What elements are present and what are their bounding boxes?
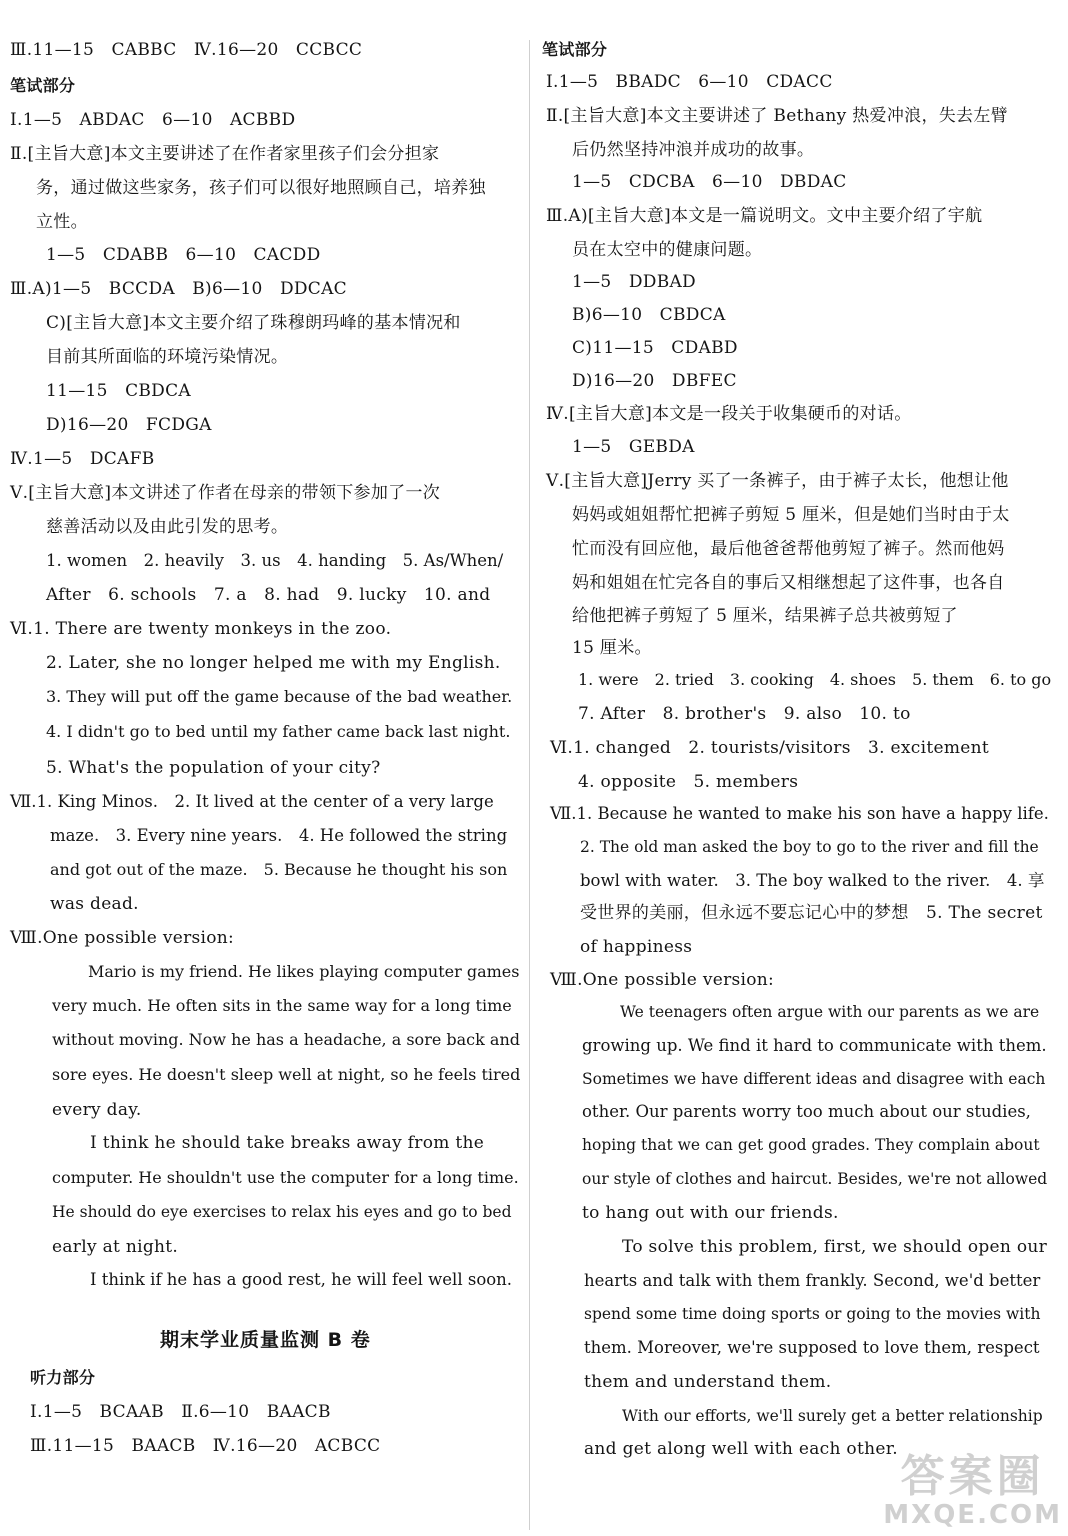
text-line: 妈和姐姐在忙完各自的事后又相继想起了这件事，也各自	[572, 573, 1005, 593]
text-line: 15 厘米。	[572, 638, 652, 658]
essay-line: early at night.	[52, 1237, 179, 1257]
text-line: 11—15 CBDCA	[46, 381, 191, 401]
text-line: 慈善活动以及由此引发的思考。	[46, 517, 289, 537]
essay-line: hoping that we can get good grades. They complain about	[582, 1136, 1040, 1154]
text-line: Ⅲ.11—15 BAACB Ⅳ.16—20 ACBCC	[30, 1436, 381, 1456]
text-line: 员在太空中的健康问题。	[572, 240, 763, 260]
text-line: bowl with water. 3. The boy walked to the river. 4. 享	[580, 871, 1045, 890]
text-line: B)6—10 CBDCA	[572, 305, 726, 325]
watermark-logo-text: 答案圈	[900, 1451, 1045, 1503]
text-line: 2. Later, she no longer helped me with my English.	[46, 653, 501, 673]
text-line: Ⅷ.One possible version:	[550, 970, 775, 990]
text-line: and got out of the maze. 5. Because he thought his son	[50, 860, 508, 879]
essay-line: them. Moreover, we're supposed to love them, respect	[584, 1338, 1040, 1357]
section-heading: 听力部分	[30, 1368, 96, 1387]
section-heading: 笔试部分	[542, 40, 608, 59]
essay-line: every day.	[52, 1100, 142, 1120]
essay-line: Mario is my friend. He likes playing computer games	[88, 962, 520, 981]
essay-line: He should do eye exercises to relax his eyes and go to bed	[52, 1203, 512, 1221]
text-line: Ⅲ.11—15 CABBC Ⅳ.16—20 CCBCC	[10, 40, 363, 60]
essay-line: to hang out with our friends.	[582, 1203, 839, 1223]
text-line: 立性。	[36, 212, 88, 232]
text-line: 目前其所面临的环境污染情况。	[46, 347, 289, 367]
section-heading: 笔试部分	[10, 76, 76, 95]
text-line: Ⅱ.[主旨大意]本文主要讲述了 Bethany 热爱冲浪，失去左臂	[546, 106, 1008, 126]
exam-title: 期末学业质量监测 B 卷	[160, 1329, 371, 1351]
text-line: Ⅰ.1—5 BCAAB Ⅱ.6—10 BAACB	[30, 1402, 331, 1422]
text-line: 1. women 2. heavily 3. us 4. handing 5. As/When/	[46, 551, 504, 570]
text-line: Ⅰ.1—5 BBADC 6—10 CDACC	[546, 72, 833, 92]
text-line: Ⅰ.1—5 ABDAC 6—10 ACBBD	[10, 110, 296, 130]
text-line: Ⅶ.1. Because he wanted to make his son have a happy life.	[550, 804, 1049, 823]
text-line: 妈妈或姐姐帮忙把裤子剪短 5 厘米，但是她们当时由于太	[572, 505, 1010, 525]
text-line: D)16—20 FCDGA	[46, 415, 212, 435]
essay-line: To solve this problem, first, we should open our	[622, 1237, 1048, 1257]
text-line: C)[主旨大意]本文主要介绍了珠穆朗玛峰的基本情况和	[46, 313, 461, 333]
essay-line: spend some time doing sports or going to the movies with	[584, 1305, 1041, 1323]
essay-line: Sometimes we have different ideas and disagree with each	[582, 1070, 1046, 1088]
essay-line: sore eyes. He doesn't sleep well at night, so he feels tired	[52, 1065, 521, 1084]
watermark-url: MXQE.COM	[883, 1500, 1062, 1531]
text-line: Ⅶ.1. King Minos. 2. It lived at the center of a very large	[10, 792, 494, 811]
essay-line: I think he should take breaks away from the	[90, 1133, 485, 1153]
essay-line: computer. He shouldn't use the computer for a long time.	[52, 1168, 519, 1187]
essay-line: and get along well with each other.	[584, 1439, 898, 1459]
text-line: Ⅴ.[主旨大意]Jerry 买了一条裤子，由于裤子太长，他想让他	[546, 471, 1009, 491]
essay-line: them and understand them.	[584, 1372, 832, 1392]
column-divider	[529, 40, 530, 1530]
text-line: 1. were 2. tried 3. cooking 4. shoes 5. them 6. to go	[578, 670, 1052, 689]
text-line: C)11—15 CDABD	[572, 338, 738, 358]
text-line: 2. The old man asked the boy to go to the river and fill the	[580, 838, 1039, 856]
essay-line: We teenagers often argue with our parents as we are	[620, 1003, 1040, 1021]
text-line: 3. They will put off the game because of the bad weather.	[46, 687, 513, 706]
text-line: Ⅴ.[主旨大意]本文讲述了作者在母亲的带领下参加了一次	[10, 483, 441, 503]
text-line: Ⅱ.[主旨大意]本文主要讲述了在作者家里孩子们会分担家	[10, 144, 440, 164]
text-line: 受世界的美丽，但永远不要忘记心中的梦想 5. The secret	[580, 903, 1043, 923]
text-line: 1—5 DDBAD	[572, 272, 696, 292]
text-line: Ⅳ.1—5 DCAFB	[10, 449, 155, 469]
essay-line: growing up. We find it hard to communicate with them.	[582, 1036, 1047, 1055]
text-line: 给他把裤子剪短了 5 厘米，结果裤子总共被剪短了	[572, 606, 958, 626]
text-line: maze. 3. Every nine years. 4. He followed the string	[50, 826, 508, 845]
text-line: Ⅲ.A)[主旨大意]本文是一篇说明文。文中主要介绍了宇航	[546, 206, 983, 226]
text-line: 务，通过做这些家务，孩子们可以很好地照顾自己，培养独	[36, 178, 486, 198]
text-line: Ⅵ.1. changed 2. tourists/visitors 3. excitement	[550, 738, 990, 758]
text-line: 7. After 8. brother's 9. also 10. to	[578, 704, 911, 724]
text-line: D)16—20 DBFEC	[572, 371, 737, 391]
essay-line: other. Our parents worry too much about our studies,	[582, 1102, 1031, 1121]
text-line: 1—5 CDCBA 6—10 DBDAC	[572, 172, 847, 192]
text-line: After 6. schools 7. a 8. had 9. lucky 10. and	[46, 585, 491, 605]
text-line: 4. I didn't go to bed until my father came back last night.	[46, 722, 511, 741]
text-line: 4. opposite 5. members	[578, 772, 799, 792]
text-line: Ⅲ.A)1—5 BCCDA B)6—10 DDCAC	[10, 279, 347, 299]
text-line: 1—5 GEBDA	[572, 437, 695, 457]
essay-line: our style of clothes and haircut. Besides, we're not allowed	[582, 1170, 1048, 1188]
essay-line: very much. He often sits in the same way for a long time	[52, 996, 512, 1015]
text-line: 忙而没有回应他，最后他爸爸帮他剪短了裤子。然而他妈	[572, 539, 1005, 559]
text-line: Ⅵ.1. There are twenty monkeys in the zoo.	[10, 619, 392, 639]
text-line: 后仍然坚持冲浪并成功的故事。	[572, 140, 815, 160]
text-line: of happiness	[580, 937, 693, 957]
essay-line: hearts and talk with them frankly. Second, we'd better	[584, 1271, 1041, 1290]
text-line: Ⅳ.[主旨大意]本文是一段关于收集硬币的对话。	[546, 404, 912, 424]
text-line: 1—5 CDABB 6—10 CACDD	[46, 245, 321, 265]
text-line: 5. What's the population of your city?	[46, 758, 381, 778]
text-line: was dead.	[50, 894, 139, 914]
site-watermark	[883, 1453, 1062, 1530]
essay-line: I think if he has a good rest, he will feel well soon.	[90, 1270, 513, 1289]
essay-line: without moving. Now he has a headache, a sore back and	[52, 1030, 520, 1049]
text-line: Ⅷ.One possible version:	[10, 928, 235, 948]
essay-line: With our efforts, we'll surely get a better relationship	[622, 1407, 1043, 1425]
